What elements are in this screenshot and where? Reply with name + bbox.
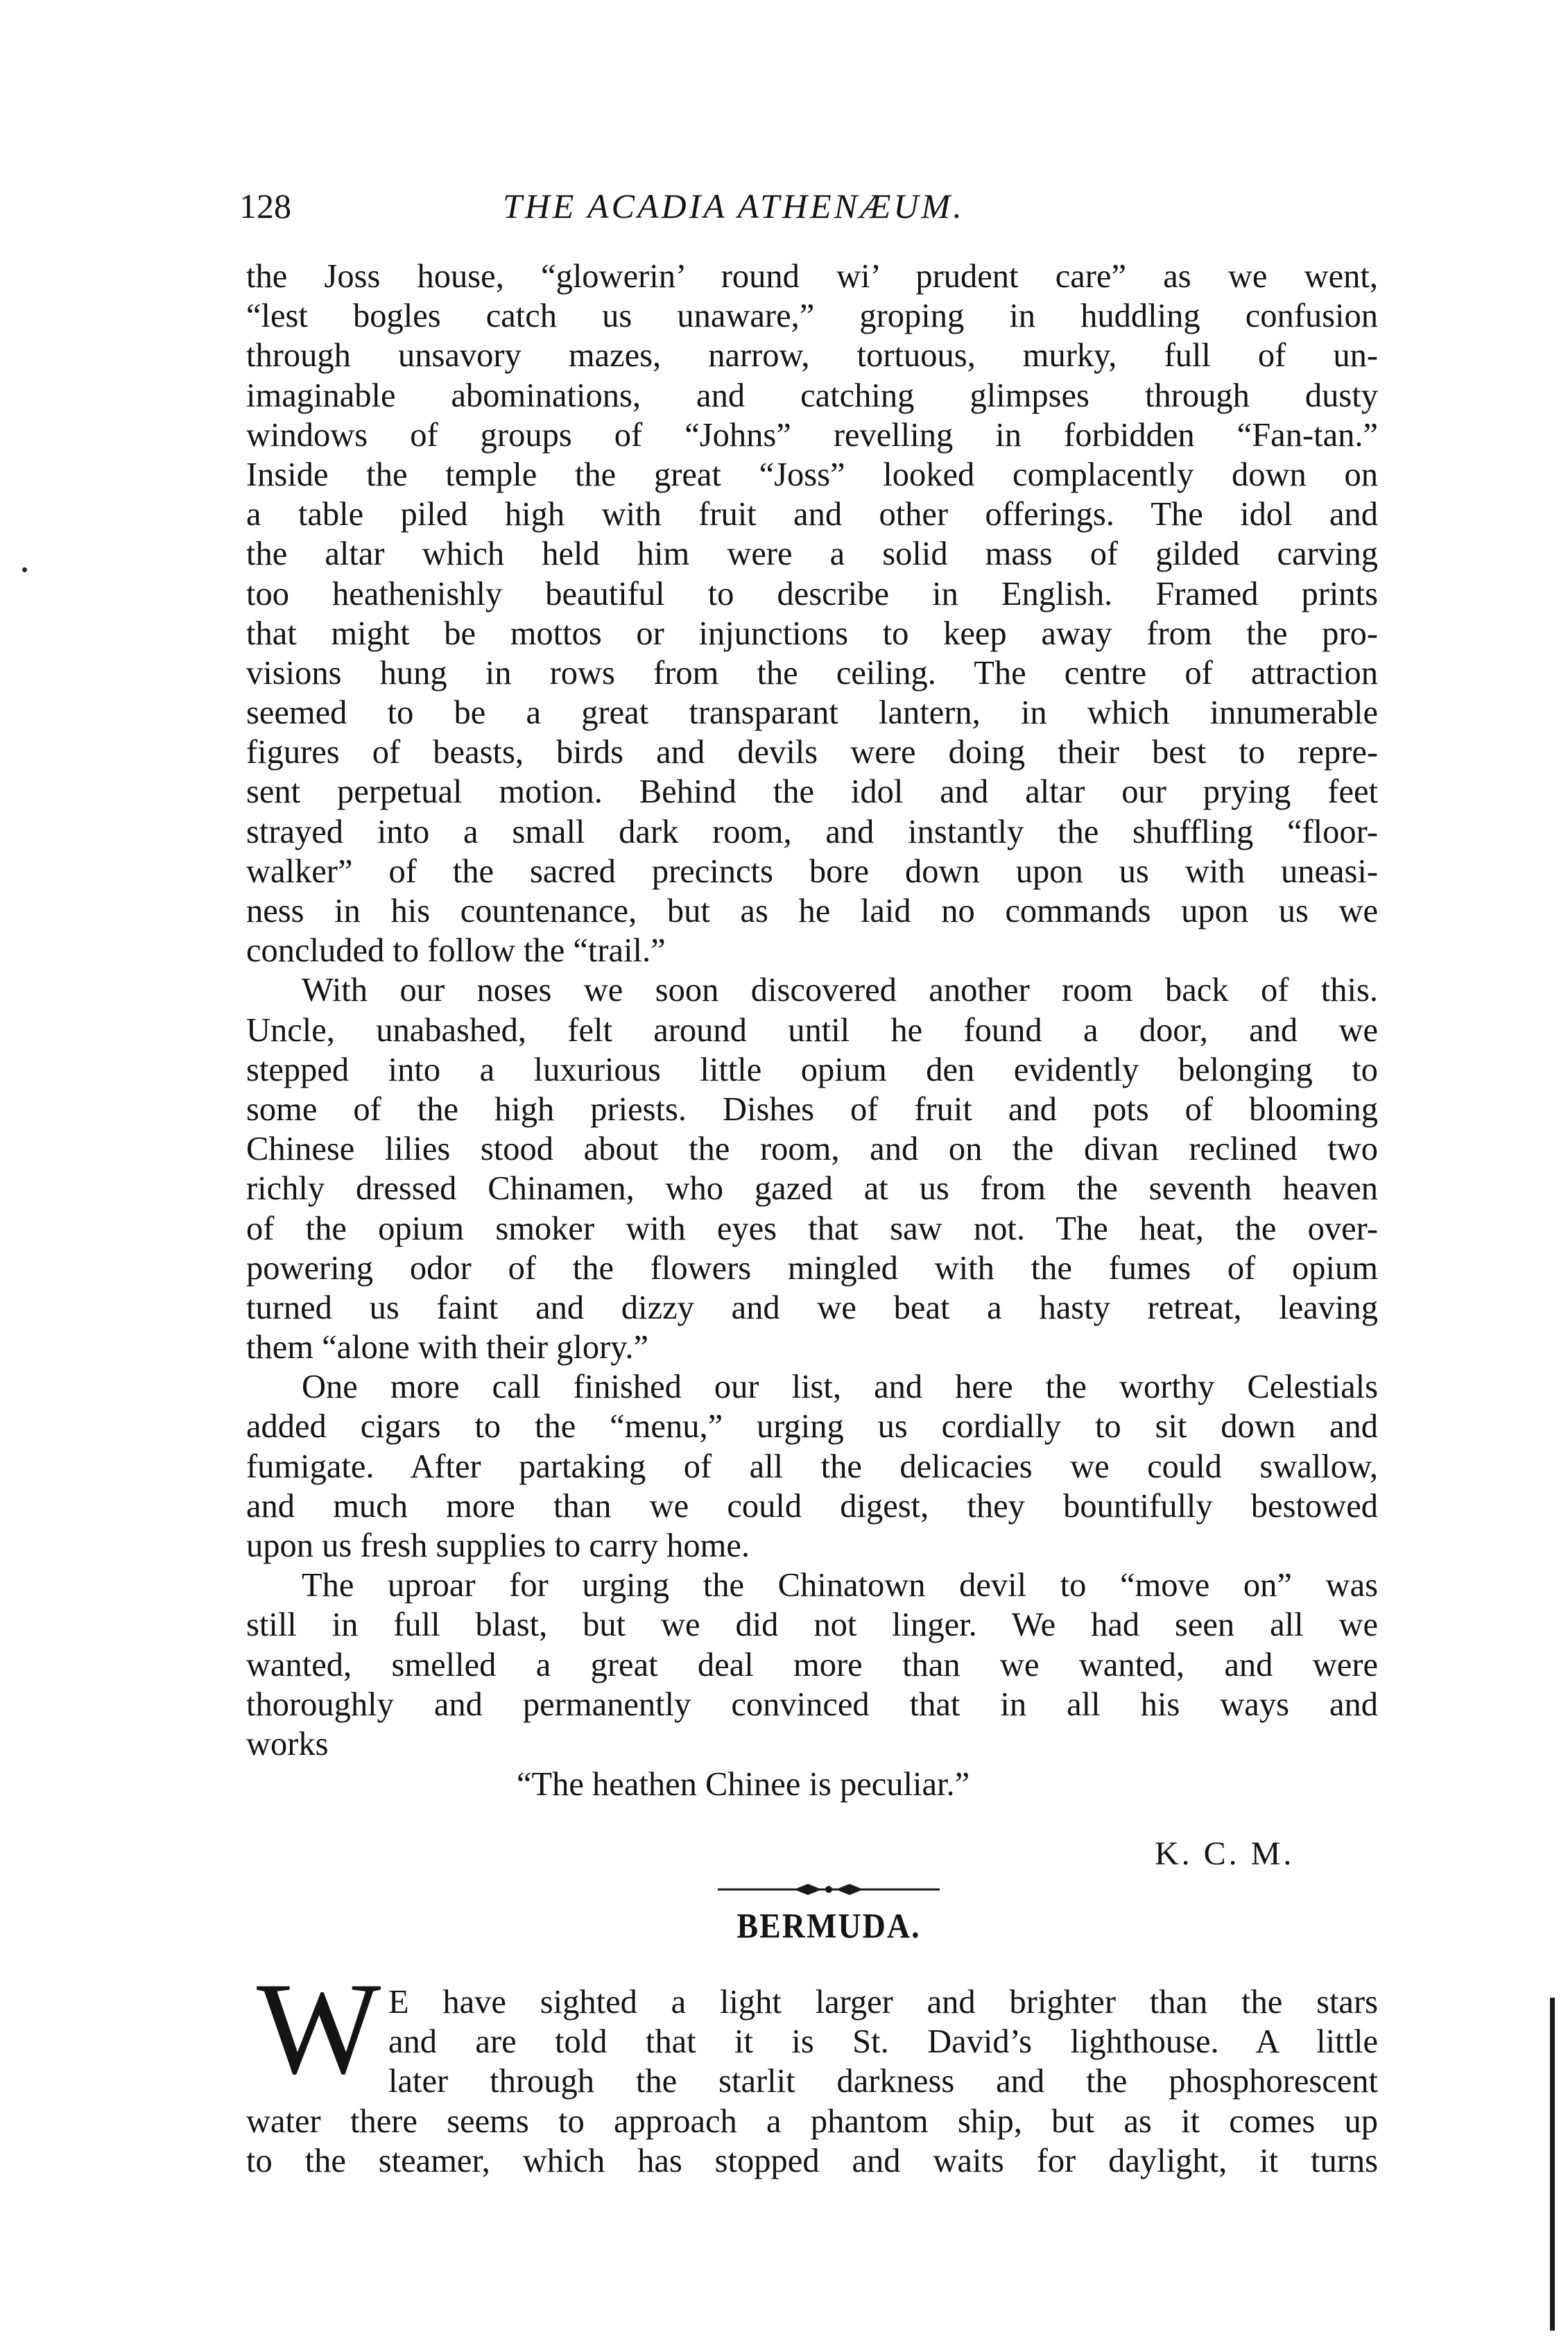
paragraph-first-line: The uproar for urging the Chinatown devil to “move on” was — [302, 1567, 1378, 1604]
text-line: thoroughly and permanently convinced that in all his ways and — [246, 1686, 1378, 1723]
section-title: BERMUDA. — [736, 1906, 921, 1946]
binding-edge-shadow — [1550, 1998, 1555, 2331]
text-line: to the steamer, which has stopped and waits for daylight, it turns — [246, 2142, 1378, 2179]
text-line: concluded to follow the “trail.” — [246, 932, 666, 970]
paragraph-first-line: With our noses we soon discovered another room back of this. — [302, 972, 1378, 1009]
closing-quotation: “The heathen Chinee is peculiar.” — [517, 1766, 970, 1803]
text-line: seemed to be a great transparant lantern, in which innumerable — [246, 694, 1378, 732]
text-line: figures of beasts, birds and devils were doing their best to repre- — [246, 734, 1378, 771]
text-line: that might be mottos or injunctions to keep away from the pro- — [246, 615, 1378, 652]
text-line: of the opium smoker with eyes that saw not. The heat, the over- — [246, 1210, 1378, 1247]
text-line: Uncle, unabashed, felt around until he found a door, and we — [246, 1011, 1378, 1049]
journal-title: THE ACADIA ATHENÆUM. — [503, 187, 965, 225]
text-line: and are told that it is St. David’s lighthouse. A little — [388, 2023, 1378, 2061]
text-line: some of the high priests. Dishes of fruit and pots of blooming — [246, 1090, 1378, 1128]
text-line: strayed into a small dark room, and instantly the shuffling “floor- — [246, 813, 1378, 850]
article-body — [246, 257, 1378, 1807]
text-line: visions hung in rows from the ceiling. The centre of attraction — [246, 654, 1378, 692]
text-line: richly dressed Chinamen, who gazed at us from the seventh heaven — [246, 1170, 1378, 1208]
text-line: a table piled high with fruit and other offerings. The idol and — [246, 496, 1378, 533]
text-line: through unsavory mazes, narrow, tortuous, murky, full of un- — [246, 337, 1378, 375]
text-line: turned us faint and dizzy and we beat a hasty retreat, leaving — [246, 1289, 1378, 1326]
text-line: wanted, smelled a great deal more than we wanted, and were — [246, 1646, 1378, 1683]
text-line: them “alone with their glory.” — [246, 1329, 649, 1366]
text-line: upon us fresh supplies to carry home. — [246, 1527, 750, 1564]
text-line: the altar which held him were a solid mass of gilded carving — [246, 535, 1378, 573]
section-divider-ornament — [718, 1881, 940, 1898]
text-line: still in full blast, but we did not linger. We had seen all we — [246, 1606, 1378, 1644]
text-line: stepped into a luxurious little opium den evidently belonging to — [246, 1051, 1378, 1088]
text-line: fumigate. After partaking of all the delicacies we could swallow, — [246, 1448, 1378, 1485]
text-line: later through the starlit darkness and the phosphorescent — [388, 2063, 1378, 2100]
text-line: sent perpetual motion. Behind the idol and altar our prying feet — [246, 773, 1378, 811]
running-head — [239, 186, 1384, 241]
text-line: “lest bogles catch us unaware,” groping in huddling confusion — [246, 298, 1378, 335]
bermuda-body — [246, 1982, 1378, 2181]
text-line: imaginable abominations, and catching glimpses through dusty — [246, 377, 1378, 414]
text-line: powering odor of the flowers mingled with the fumes of opium — [246, 1249, 1378, 1287]
paragraph-first-line: One more call finished our list, and here the worthy Celestials — [302, 1369, 1378, 1406]
text-line: E have sighted a light larger and brighter than the stars — [388, 1984, 1378, 2021]
stray-ink-mark — [22, 567, 27, 572]
page-number: 128 — [239, 187, 291, 225]
text-line: ness in his countenance, but as he laid no commands upon us we — [246, 893, 1378, 929]
text-line: and much more than we could digest, they bountifully bestowed — [246, 1487, 1378, 1525]
text-line: water there seems to approach a phantom ship, but as it comes up — [246, 2102, 1378, 2140]
text-line: the Joss house, “glowerin’ round wi’ prudent care” as we went, — [246, 258, 1378, 295]
text-line: walker” of the sacred precincts bore down upon us with uneasi- — [246, 852, 1378, 890]
author-signature: K. C. M. — [1155, 1835, 1295, 1872]
text-line: too heathenishly beautiful to describe in English. Framed prints — [246, 575, 1378, 612]
text-line: Chinese lilies stood about the room, and on the divan reclined two — [246, 1131, 1378, 1168]
text-line: added cigars to the “menu,” urging us cordially to sit down and — [246, 1408, 1378, 1446]
text-line: works — [246, 1725, 329, 1763]
drop-cap: W — [257, 1956, 381, 2102]
text-line: Inside the temple the great “Joss” looked complacently down on — [246, 456, 1378, 493]
text-line: windows of groups of “Johns” revelling in forbidden “Fan-tan.” — [246, 416, 1378, 454]
